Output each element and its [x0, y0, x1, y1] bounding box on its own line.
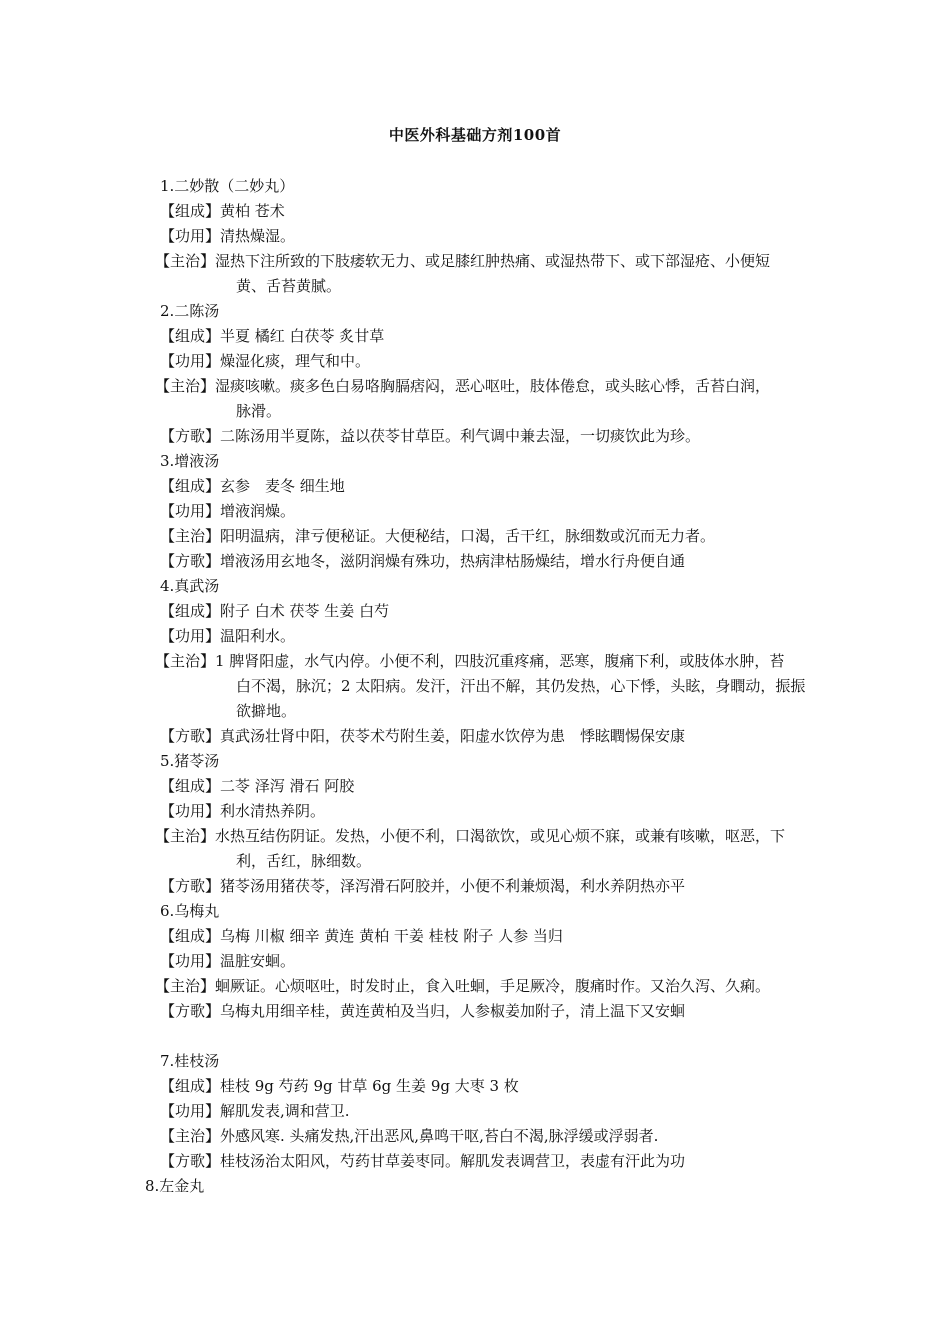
composition-line: 【组成】玄参 麦冬 细生地: [160, 477, 345, 495]
indication-line: 【主治】湿痰咳嗽。痰多色白易咯胸膈痞闷，恶心呕吐，肢体倦怠，或头眩心悸，舌苔白润，: [155, 377, 771, 395]
verse-line: 【方歌】二陈汤用半夏陈，益以茯苓甘草臣。利气调中兼去湿，一切痰饮此为珍。: [160, 427, 701, 445]
formula-heading: 8.左金丸: [145, 1177, 205, 1195]
verse-line: 【方歌】增液汤用玄地冬，滋阴润燥有殊功，热病津枯肠燥结，增水行舟便自通: [160, 552, 686, 570]
formula-heading: 3.增液汤: [160, 452, 220, 470]
verse-line: 【方歌】真武汤壮肾中阳，茯苓术芍附生姜，阳虚水饮停为患 悸眩瞤惕保安康: [160, 727, 686, 745]
formula-heading: 7.桂枝汤: [160, 1052, 220, 1070]
indication-line: 【主治】阳明温病，津亏便秘证。大便秘结，口渴，舌干红，脉细数或沉而无力者。: [160, 527, 716, 545]
indication-line: 【主治】1 脾肾阳虚，水气内停。小便不利，四肢沉重疼痛，恶寒，腹痛下利，或肢体水肿，苔: [155, 652, 785, 670]
composition-line: 【组成】乌梅 川椒 细辛 黄连 黄柏 干姜 桂枝 附子 人参 当归: [160, 927, 563, 945]
indication-continuation: 利，舌红，脉细数。: [236, 852, 372, 870]
formula-heading: 6.乌梅丸: [160, 902, 220, 920]
function-line: 【功用】清热燥湿。: [160, 227, 296, 245]
formula-heading: 1.二妙散（二妙丸）: [160, 177, 295, 195]
document-body: [145, 174, 825, 1199]
function-line: 【功用】温阳利水。: [160, 627, 296, 645]
function-line: 【功用】解肌发表,调和营卫.: [160, 1102, 350, 1120]
verse-line: 【方歌】桂枝汤治太阳风，芍药甘草姜枣同。解肌发表调营卫，表虚有汗此为功: [160, 1152, 686, 1170]
indication-line: 【主治】湿热下注所致的下肢痿软无力、或足膝红肿热痛、或湿热带下、或下部湿疮、小便短: [155, 252, 771, 270]
formula-heading: 5.猪苓汤: [160, 752, 220, 770]
indication-continuation: 黄、舌苔黄腻。: [236, 277, 342, 295]
composition-line: 【组成】附子 白术 茯苓 生姜 白芍: [160, 602, 390, 620]
function-line: 【功用】燥湿化痰，理气和中。: [160, 352, 371, 370]
indication-line: 【主治】外感风寒. 头痛发热,汗出恶风,鼻鸣干呕,苔白不渴,脉浮缓或浮弱者.: [160, 1127, 659, 1145]
composition-line: 【组成】二苓 泽泻 滑石 阿胶: [160, 777, 355, 795]
composition-line: 【组成】黄柏 苍术: [160, 202, 285, 220]
function-line: 【功用】增液润燥。: [160, 502, 296, 520]
composition-line: 【组成】桂枝 9g 芍药 9g 甘草 6g 生姜 9g 大枣 3 枚: [160, 1077, 519, 1095]
blank-spacer: [145, 1024, 825, 1049]
function-line: 【功用】温脏安蛔。: [160, 952, 296, 970]
indication-line: 【主治】水热互结伤阴证。发热，小便不利，口渴欲饮，或见心烦不寐，或兼有咳嗽，呕恶，下: [155, 827, 786, 845]
indication-line: 【主治】蛔厥证。心烦呕吐，时发时止，食入吐蛔，手足厥冷，腹痛时作。又治久泻、久痢。: [155, 977, 771, 995]
indication-continuation: 欲擗地。: [236, 702, 297, 720]
verse-line: 【方歌】乌梅丸用细辛桂，黄连黄柏及当归，人参椒姜加附子，清上温下又安蛔: [160, 1002, 686, 1020]
indication-continuation: 白不渴，脉沉；2 太阳病。发汗，汗出不解，其仍发热，心下悸，头眩，身瞤动，振振: [236, 677, 806, 695]
indication-continuation: 脉滑。: [236, 402, 282, 420]
function-line: 【功用】利水清热养阴。: [160, 802, 326, 820]
document-title: 中医外科基础方剂100首: [388, 126, 562, 144]
verse-line: 【方歌】猪苓汤用猪茯苓，泽泻滑石阿胶并，小便不利兼烦渴，利水养阴热亦平: [160, 877, 686, 895]
composition-line: 【组成】半夏 橘红 白茯苓 炙甘草: [160, 327, 385, 345]
formula-heading: 2.二陈汤: [160, 302, 220, 320]
formula-heading: 4.真武汤: [160, 577, 220, 595]
